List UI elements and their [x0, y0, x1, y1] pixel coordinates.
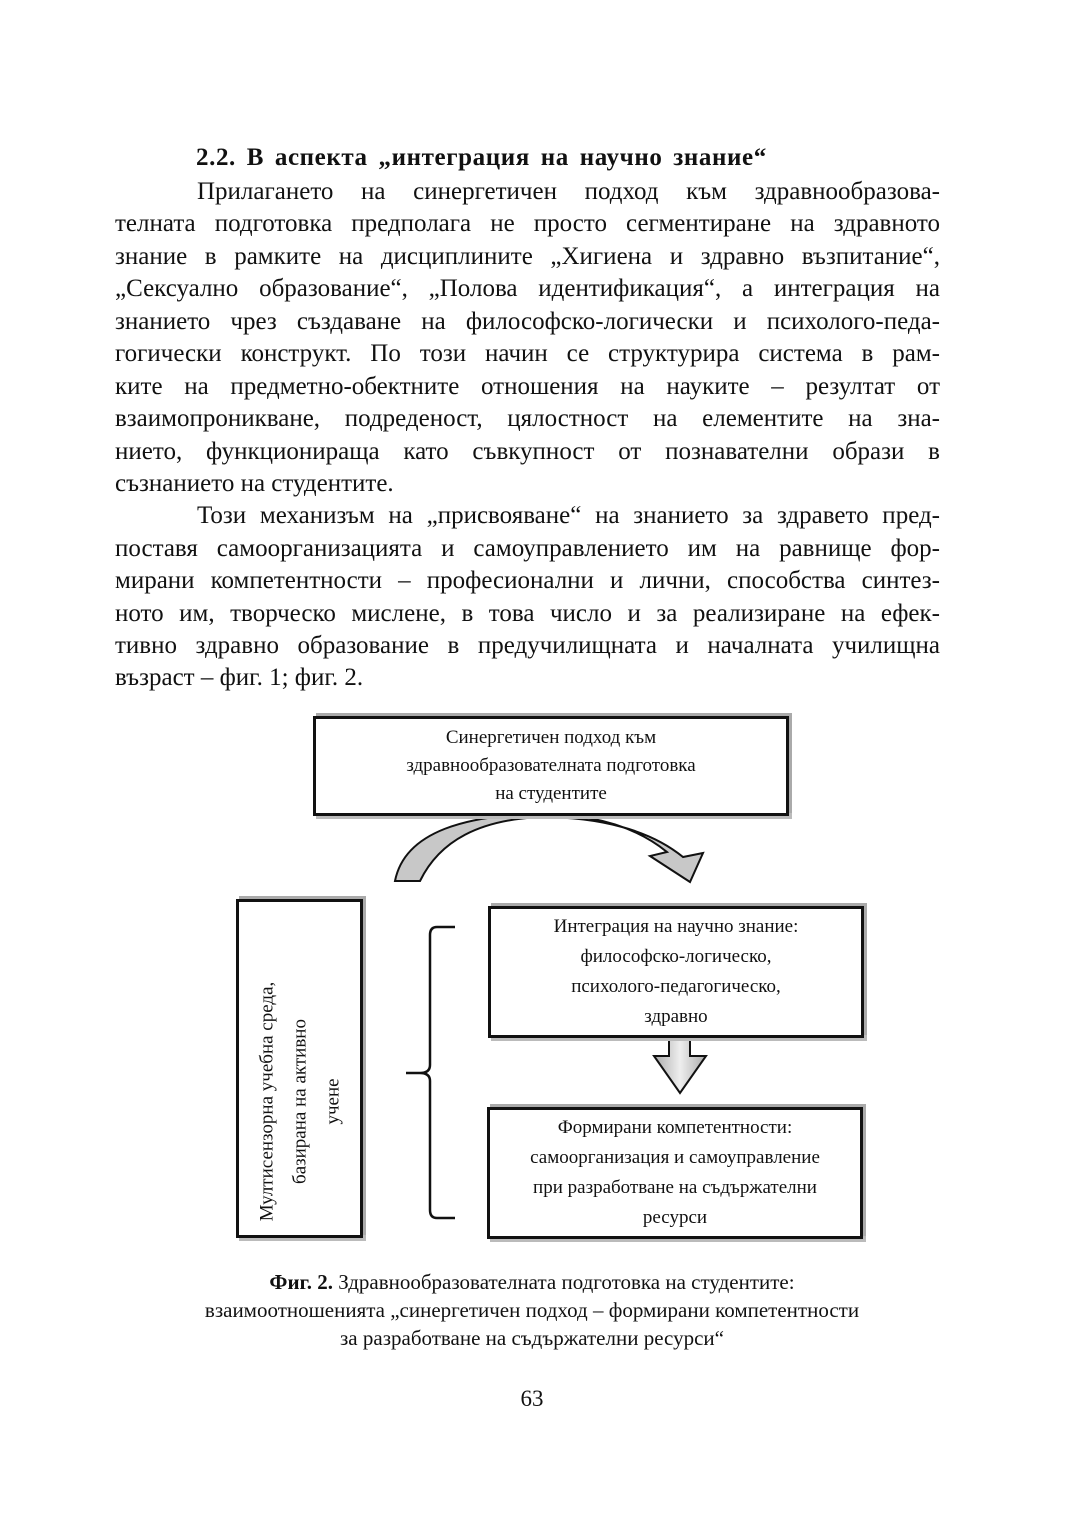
- text-line: Този механизъм на „присвояване“ на знанието за здравето пред-: [197, 502, 940, 529]
- section-heading: 2.2. В аспекта „интеграция на научно знание“: [196, 144, 767, 171]
- text-line: „Сексуално образование“, „Полова идентификация“, а интеграция на: [115, 275, 940, 302]
- learning-environment-box: [236, 899, 363, 1238]
- text-line: взаимопроникване, подреденост, цялостност на елементите на зна-: [115, 405, 940, 432]
- caption-line: взаимоотношенията „синергетичен подход – формирани компетентности: [204, 1298, 860, 1322]
- text-line: гогически конструкт. По този начин се структурира система в рам-: [115, 340, 940, 367]
- box-text-line: учене: [322, 1078, 344, 1125]
- text-line: мирани компетентности – професионални и лични, способства синтез-: [115, 567, 940, 594]
- curved-arrow-icon: [395, 814, 703, 882]
- text-line: знание в рамките на дисциплините „Хигиена и здравно възпитание“,: [115, 243, 940, 270]
- box-text-line: самоорганизация и самоуправление: [530, 1147, 820, 1168]
- caption-line: за разработване на съдържателни ресурси“: [340, 1326, 724, 1350]
- down-arrow-icon: [654, 1037, 706, 1093]
- box-text-line: ресурси: [642, 1207, 708, 1228]
- box-text-line: психолого-педагогическо,: [571, 976, 781, 997]
- text-line: тивно здравно образование в предучилищната и началната училищна: [115, 632, 940, 659]
- page-number: 63: [520, 1386, 544, 1411]
- text-line: Прилагането на синергетичен подход към здравнообразова-: [197, 178, 940, 205]
- caption-label: Фиг. 2.: [269, 1270, 333, 1294]
- box-text-line: здравно: [644, 1006, 708, 1027]
- text-line: възраст – фиг. 1; фиг. 2.: [115, 664, 364, 691]
- competences-box: [487, 1107, 863, 1239]
- text-line: ното им, творческо мислене, в това число и за реализиране на ефек-: [115, 600, 940, 627]
- synergetic-approach-box: [313, 716, 789, 816]
- text-line: съзнанието на студентите.: [115, 470, 394, 497]
- box-text-line: базирана на активно: [289, 1019, 311, 1184]
- box-text-line: при разработване на съдържателни: [533, 1177, 817, 1198]
- knowledge-integration-box: [488, 906, 864, 1038]
- text-line: ките на предметно-обектните отношения на науките – резултат от: [115, 373, 940, 400]
- box-text-line: философско-логическо,: [580, 946, 772, 967]
- text-line: поставя самоорганизацията и самоуправлението им на равнище фор-: [115, 535, 940, 562]
- caption-text: Здравнообразователната подготовка на студентите:: [332, 1270, 795, 1294]
- text-line: нието, функционираща като съвкупност от познавателни образи в: [115, 438, 940, 465]
- text-line: знанието чрез създаване на философско-логически и психолого-педа-: [115, 308, 940, 335]
- text-line: телната подготовка предполага не просто сегментиране на здравното: [115, 210, 940, 237]
- box-text-line: Формирани компетентности:: [557, 1117, 793, 1138]
- box-text-line: Синергетичен подход към: [445, 727, 657, 748]
- box-text-line: на студентите: [495, 783, 607, 804]
- box-text-line: здравнообразователната подготовка: [406, 755, 696, 776]
- brace-icon: [406, 927, 455, 1218]
- caption-line: [0, 1268, 1064, 1296]
- box-text-line: Интеграция на научно знание:: [553, 916, 799, 937]
- vertical-label: [251, 937, 350, 1267]
- box-text-line: Мултисензорна учебна среда,: [256, 981, 278, 1222]
